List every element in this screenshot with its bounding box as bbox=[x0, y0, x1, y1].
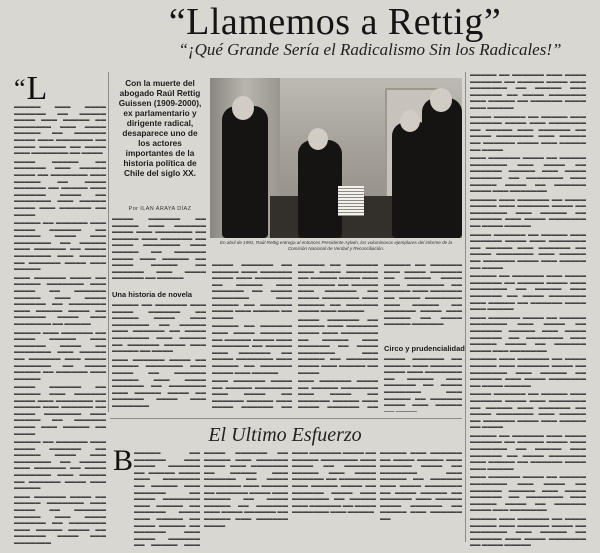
pull-title: El Ultimo Esfuerzo bbox=[208, 424, 362, 446]
photo-person-head bbox=[308, 128, 328, 150]
section-heading: Circo y prudencialidad bbox=[384, 344, 465, 353]
photo-caption: En abril de 1991, Raúl Rettig entrega al entonces Presidente Aylwin, los voluminosos ejemplares del informe de la Comisión Nacional de Verdad y Reconciliación. bbox=[219, 240, 453, 251]
body-column-10: ▬▬▬▬▬ ▬▬ ▬▬▬▬▬▬ ▬▬▬ ▬▬▬▬ ▬▬▬▬▬▬ ▬▬ ▬▬▬▬▬ ▬▬▬▬ ▬▬▬ ▬▬▬▬▬▬▬ ▬▬ ▬▬▬▬▬ ▬▬▬ ▬▬▬▬▬▬ ▬▬ ▬▬▬▬ ▬▬▬▬▬▬▬ ▬▬▬ ▬▬▬▬▬ ▬▬ ▬▬▬▬▬▬ ▬▬▬▬ ▬▬▬ ▬▬▬▬▬ ▬▬▬▬ ▬▬▬▬▬▬ ▬▬ ▬▬▬▬▬ ▬▬▬ ▬▬▬▬▬▬ ▬▬▬▬ ▬▬▬ ▬▬▬▬▬▬▬ ▬▬ ▬▬▬▬▬ ▬▬▬ ▬▬▬▬▬▬ ▬▬ ▬▬▬▬ ▬▬▬▬▬▬▬ ▬▬▬ ▬▬▬▬▬ ▬▬ ▬▬▬▬▬▬ ▬▬▬▬ ▬▬▬ ▬▬▬▬▬ ▬▬ ▬▬▬▬ ▬▬▬ ▬▬▬▬▬▬ ▬▬▬▬ ▬▬ ▬▬▬▬▬ ▬▬▬▬▬▬▬ ▬▬▬ ▬▬▬▬ ▬▬ ▬▬▬▬▬▬ ▬▬▬▬▬ ▬▬▬ ▬▬▬▬ ▬▬▬▬▬▬ ▬▬ ▬▬▬▬▬▬▬ ▬▬▬ ▬▬▬▬▬ ▬▬▬▬ ▬▬ ▬▬▬▬▬▬ ▬▬▬▬ ▬▬▬ ▬▬▬▬▬▬▬ ▬▬▬▬▬ ▬▬▬ ▬▬▬▬▬▬ ▬▬ ▬▬▬▬ ▬▬▬▬▬ ▬▬▬ ▬▬▬▬▬▬ ▬▬▬▬ ▬▬ ▬▬▬▬▬▬▬ ▬▬▬ ▬▬▬▬▬ ▬▬ ▬▬▬▬▬▬ ▬▬▬ ▬▬▬▬ ▬▬▬▬▬▬▬ ▬▬ ▬▬▬▬ ▬▬▬▬▬ ▬▬▬▬ ▬▬▬▬▬▬ ▬▬ ▬▬▬▬▬ ▬▬▬ ▬▬▬▬▬▬ ▬▬▬▬ ▬▬▬ ▬▬▬▬▬▬▬ ▬▬ ▬▬▬▬▬ ▬▬▬ ▬▬▬▬▬▬ ▬▬ ▬▬▬▬ ▬▬▬▬▬▬▬ ▬▬▬ ▬▬▬▬▬ ▬▬ ▬▬▬▬▬▬ ▬▬▬▬ ▬▬▬ ▬▬▬▬▬ ▬▬ ▬▬▬▬ ▬▬▬▬▬ ▬▬ ▬▬▬▬▬▬ ▬▬▬ ▬▬▬▬ ▬▬▬▬▬▬ ▬▬ ▬▬▬▬▬ ▬▬▬▬ ▬▬▬ ▬▬▬▬▬▬▬ ▬▬ ▬▬▬▬▬ ▬▬▬ ▬▬▬▬▬▬ ▬▬ ▬▬▬▬ ▬▬▬▬▬▬▬ ▬▬▬ ▬▬▬▬▬ ▬▬ ▬▬▬▬▬▬ ▬▬▬▬ ▬▬▬ ▬▬▬▬▬ ▬▬▬ ▬▬▬▬▬▬ ▬▬▬▬ ▬▬ ▬▬▬▬▬ ▬▬▬▬▬▬▬ ▬▬▬ ▬▬▬▬ ▬▬ ▬▬▬▬▬▬ ▬▬▬▬▬ ▬▬▬ ▬▬▬▬ ▬▬▬▬▬▬ ▬▬ ▬▬▬▬▬▬▬ ▬▬▬ ▬▬▬▬▬ ▬▬▬▬ ▬▬ ▬▬▬▬▬▬ ▬▬▬▬ ▬▬▬ ▬▬▬▬▬▬▬ ▬▬▬▬▬ ▬▬▬ ▬▬▬▬▬▬ ▬▬ ▬▬▬▬ ▬▬▬▬▬ ▬▬▬ ▬▬▬▬▬▬ ▬▬▬▬ ▬▬ ▬▬▬▬▬▬▬ ▬▬▬ ▬▬▬▬▬ ▬▬ ▬▬▬▬▬▬ ▬▬▬ ▬▬▬▬ ▬▬▬▬▬▬▬ ▬▬ ▬▬▬▬ ▬▬▬▬▬ ▬▬▬▬ ▬▬▬▬▬▬ ▬▬ ▬▬▬▬▬ ▬▬▬ ▬▬▬▬▬▬ ▬▬▬▬ ▬▬▬ ▬▬▬▬▬▬▬ ▬▬ ▬▬▬▬▬ ▬▬▬ ▬▬▬▬▬▬ ▬▬ ▬▬▬▬ ▬▬▬▬▬▬▬ ▬▬▬ ▬▬▬▬▬ ▬▬ ▬▬▬▬▬▬ ▬▬▬▬ ▬▬▬ ▬▬▬▬▬ ▬▬ ▬▬▬▬ ▬▬▬▬▬ ▬▬ ▬▬▬▬▬▬ ▬▬▬ ▬▬▬▬ ▬▬▬▬▬▬ ▬▬ ▬▬▬▬▬ ▬▬▬▬ ▬▬▬ ▬▬▬▬▬▬▬ ▬▬ ▬▬▬▬▬ ▬▬▬ ▬▬▬▬▬▬ ▬▬ ▬▬▬▬ ▬▬▬▬▬▬▬ ▬▬▬ ▬▬▬▬▬ ▬▬ ▬▬▬▬▬▬ ▬▬▬▬ ▬▬▬ ▬▬▬▬▬ ▬▬▬ ▬▬▬▬▬▬ ▬▬▬▬ ▬▬ ▬▬▬▬▬ ▬▬▬▬▬▬▬ ▬▬▬ ▬▬▬▬ ▬▬ ▬▬▬▬▬▬ ▬▬▬▬▬ ▬▬▬ ▬▬▬▬ ▬▬▬▬▬▬ ▬▬ ▬▬▬▬▬▬▬ ▬▬▬ ▬▬▬▬▬ ▬▬▬▬ ▬▬ ▬▬▬▬▬▬ ▬▬▬▬ ▬▬▬ ▬▬▬▬▬▬▬ ▬▬▬▬▬ ▬▬▬ ▬▬▬▬▬▬ ▬▬ ▬▬▬▬ ▬▬▬▬▬ ▬▬▬ ▬▬▬▬▬▬ ▬▬▬▬ ▬▬ ▬▬▬▬▬▬▬ ▬▬▬ ▬▬▬▬▬ ▬▬ ▬▬▬▬▬▬ ▬▬▬ ▬▬▬▬ ▬▬▬▬▬▬▬ ▬▬ ▬▬▬▬ ▬▬▬▬▬ bbox=[470, 72, 586, 547]
section-rule bbox=[110, 418, 462, 419]
photo-person-head bbox=[400, 110, 420, 132]
body-column-8: ▬▬▬ ▬▬▬▬▬▬ ▬▬▬▬ ▬▬ ▬▬▬▬▬ ▬▬▬▬▬▬▬ ▬▬▬ ▬▬▬▬ ▬▬ ▬▬▬▬▬▬ ▬▬▬▬▬ ▬▬▬ ▬▬▬▬ ▬▬▬▬▬▬ ▬▬ ▬▬▬▬▬▬▬ ▬▬▬ ▬▬▬▬▬ ▬▬▬▬ ▬▬ ▬▬▬▬▬▬ ▬▬▬▬ ▬▬▬ ▬▬▬▬▬▬▬ ▬▬ ▬▬▬▬▬ ▬▬▬ ▬▬▬▬▬▬ ▬▬ ▬▬▬▬ ▬▬▬▬▬▬▬ ▬▬▬ ▬▬▬▬▬ bbox=[292, 450, 376, 516]
column-rule bbox=[465, 72, 466, 542]
section-heading: Una historia de novela bbox=[112, 290, 193, 299]
headline: “Llamemos a Rettig” bbox=[168, 1, 502, 43]
photo-person bbox=[298, 140, 342, 238]
body-column-3: ▬▬▬▬ ▬▬▬▬▬▬ ▬▬ ▬▬▬▬▬ ▬▬▬ ▬▬▬▬▬▬ ▬▬▬▬ ▬▬▬ ▬▬▬▬▬▬▬ ▬▬ ▬▬▬▬▬ ▬▬▬ ▬▬▬▬▬▬ ▬▬ ▬▬▬▬ ▬▬▬▬▬▬▬ ▬▬▬ ▬▬▬▬▬ ▬▬ ▬▬▬▬▬▬ ▬▬▬▬ ▬▬▬ ▬▬▬▬▬ ▬▬ ▬▬▬▬ ▬▬▬▬▬ ▬▬ ▬▬▬▬▬▬ ▬▬▬ ▬▬▬▬ ▬▬▬▬▬▬ ▬▬ ▬▬▬▬▬ ▬▬▬▬ ▬▬▬ ▬▬▬▬▬▬▬ ▬▬ ▬▬▬▬▬ ▬▬▬ ▬▬▬▬▬▬ ▬▬ ▬▬▬▬ ▬▬▬▬▬▬▬ ▬▬▬ ▬▬▬▬▬ ▬▬ ▬▬▬▬▬▬ ▬▬▬▬ ▬▬▬ ▬▬▬▬▬ ▬▬▬ ▬▬▬▬▬▬ ▬▬▬▬ ▬▬ ▬▬▬▬▬ ▬▬▬▬▬▬▬ ▬▬▬ ▬▬▬▬ ▬▬ ▬▬▬▬▬▬ ▬▬▬▬▬ ▬▬▬ ▬▬▬▬ ▬▬▬▬▬▬ ▬▬ bbox=[212, 262, 292, 411]
byline: Por ILAN ARAYA DÍAZ bbox=[128, 206, 192, 212]
body-column-6: ▬▬▬▬▬ ▬▬ ▬▬▬▬▬▬ ▬▬▬ ▬▬▬▬ ▬▬▬▬▬▬ ▬▬ ▬▬▬▬▬ ▬▬▬▬ ▬▬▬ ▬▬▬▬▬▬▬ ▬▬ ▬▬▬▬▬ ▬▬▬ ▬▬▬▬▬▬ ▬▬ ▬▬▬▬ ▬▬▬▬▬▬▬ ▬▬▬ ▬▬▬▬▬ ▬▬ ▬▬▬▬▬▬ ▬▬▬▬ ▬▬▬ ▬▬▬▬▬ ▬▬ ▬▬▬▬ ▬▬▬▬▬ ▬▬ ▬▬▬▬▬▬ ▬▬▬ ▬▬▬▬ ▬▬▬▬▬▬ ▬▬ ▬▬▬▬▬ ▬▬▬ bbox=[134, 450, 200, 546]
dropcap: L bbox=[26, 70, 48, 107]
dropcap-block bbox=[14, 70, 104, 107]
body-column-2a: ▬▬▬▬ ▬▬▬▬▬▬ ▬▬ ▬▬▬▬▬ ▬▬▬ ▬▬▬▬▬▬ ▬▬▬▬ ▬▬▬ ▬▬▬▬▬▬▬ ▬▬ ▬▬▬▬▬ ▬▬▬ ▬▬▬▬▬▬ ▬▬ ▬▬▬▬ ▬▬▬▬▬▬▬ ▬▬▬ ▬▬▬▬▬ ▬▬ ▬▬▬▬▬▬ ▬▬▬▬ ▬▬▬ ▬▬▬▬▬ ▬▬ ▬▬▬▬ ▬▬▬▬▬ ▬▬ ▬▬▬▬▬▬ ▬▬▬ ▬▬▬▬ ▬▬▬▬▬▬ ▬▬ ▬▬▬▬▬ bbox=[112, 216, 206, 282]
column-rule bbox=[108, 72, 109, 412]
photo-person bbox=[422, 98, 462, 238]
photo-document-stack bbox=[338, 186, 364, 216]
article-photo bbox=[210, 78, 462, 238]
body-column-5a: ▬▬▬▬▬ ▬▬ ▬▬▬▬▬▬ ▬▬▬ ▬▬▬▬ ▬▬▬▬▬▬ ▬▬ ▬▬▬▬▬ ▬▬▬▬ ▬▬▬ ▬▬▬▬▬▬▬ ▬▬ ▬▬▬▬▬ ▬▬▬ ▬▬▬▬▬▬ ▬▬ ▬▬▬▬ ▬▬▬▬▬▬▬ ▬▬▬ ▬▬▬▬▬ ▬▬ ▬▬▬▬▬▬ ▬▬▬▬ ▬▬▬ ▬▬▬▬▬ ▬▬ ▬▬▬▬ ▬▬▬▬▬ ▬▬▬▬▬▬ bbox=[384, 262, 462, 328]
dropcap: B bbox=[113, 444, 134, 477]
photo-person bbox=[222, 106, 268, 238]
body-column-2b: ▬▬▬▬▬ ▬▬ ▬▬▬▬▬▬ ▬▬▬ ▬▬▬▬ ▬▬▬▬▬▬ ▬▬ ▬▬▬▬▬ ▬▬▬▬ ▬▬▬ ▬▬▬▬▬▬▬ ▬▬ ▬▬▬▬▬ ▬▬▬ ▬▬▬▬▬▬ ▬▬ ▬▬▬▬ ▬▬▬▬▬▬▬ ▬▬▬ ▬▬▬▬▬ ▬▬ ▬▬▬▬▬▬ ▬▬▬▬ ▬▬▬ ▬▬▬▬▬ ▬▬ ▬▬▬▬ ▬▬▬ ▬▬▬▬▬▬ ▬▬▬▬ ▬▬ ▬▬▬▬▬ ▬▬▬▬▬▬▬ ▬▬▬ ▬▬▬▬ ▬▬ ▬▬▬▬▬▬ ▬▬▬▬▬ ▬▬▬ ▬▬▬▬ ▬▬▬▬▬▬ ▬▬ ▬▬▬▬▬▬▬ ▬▬▬ ▬▬▬▬▬ ▬▬▬▬ ▬▬ ▬▬▬▬▬▬ ▬▬▬▬ ▬▬▬ ▬▬▬▬▬▬▬ bbox=[112, 302, 206, 409]
photo-person-head bbox=[430, 88, 452, 112]
body-column-7: ▬▬▬▬ ▬▬▬▬▬▬ ▬▬ ▬▬▬▬▬ ▬▬▬ ▬▬▬▬▬▬ ▬▬▬▬ ▬▬▬ ▬▬▬▬▬▬▬ ▬▬ ▬▬▬▬▬ ▬▬▬ ▬▬▬▬▬▬ ▬▬ ▬▬▬▬ ▬▬▬▬▬▬▬ ▬▬▬ ▬▬▬▬▬ ▬▬ ▬▬▬▬▬▬ ▬▬▬▬ ▬▬▬ ▬▬▬▬▬ ▬▬ ▬▬▬▬ ▬▬▬▬▬ ▬▬ ▬▬▬▬▬▬ ▬▬▬ ▬▬▬▬ ▬▬▬▬▬▬ ▬▬ ▬▬▬▬▬ ▬▬▬ ▬▬▬▬▬▬ ▬▬▬▬ bbox=[204, 450, 288, 529]
body-column-4: ▬▬▬▬▬ ▬▬ ▬▬▬▬▬▬ ▬▬▬ ▬▬▬▬ ▬▬▬▬▬▬ ▬▬ ▬▬▬▬▬ ▬▬▬▬ ▬▬▬ ▬▬▬▬▬▬▬ ▬▬ ▬▬▬▬▬ ▬▬▬ ▬▬▬▬▬▬ ▬▬ ▬▬▬▬ ▬▬▬▬▬▬▬ ▬▬▬ ▬▬▬▬▬ ▬▬ ▬▬▬▬▬▬ ▬▬▬▬ ▬▬▬ ▬▬▬▬▬ ▬▬▬▬ ▬▬▬▬▬▬ ▬▬ ▬▬▬▬▬ ▬▬▬ ▬▬▬▬▬▬ ▬▬▬▬ ▬▬▬ ▬▬▬▬▬▬▬ ▬▬ ▬▬▬▬▬ ▬▬▬ ▬▬▬▬▬▬ ▬▬ ▬▬▬▬ ▬▬▬▬▬▬▬ ▬▬▬ ▬▬▬▬▬ ▬▬ ▬▬▬▬▬▬ ▬▬▬▬ ▬▬▬ ▬▬▬▬▬ ▬▬ ▬▬▬▬ ▬▬▬ ▬▬▬▬▬▬ ▬▬▬▬ ▬▬ ▬▬▬▬▬ ▬▬▬▬▬▬▬ ▬▬▬ ▬▬▬▬ ▬▬ ▬▬▬▬▬▬ ▬▬▬▬▬ ▬▬▬ ▬▬▬▬ ▬▬▬▬▬▬ ▬▬ bbox=[298, 262, 378, 411]
subheadline: “¡Qué Grande Sería el Radicalismo Sin los Radicales!” bbox=[178, 40, 562, 59]
opening-quote-mark: “ bbox=[14, 74, 26, 103]
photo-person-head bbox=[232, 96, 254, 120]
intro-deck: Con la muerte del abogado Raúl Rettig Guissen (1909-2000), ex parlamentario y dirigente radical, desaparece uno de los actores importantes de la historia política de Chile del siglo XX. bbox=[118, 78, 202, 178]
body-column-5b: ▬▬▬▬ ▬▬▬▬▬▬ ▬▬ ▬▬▬▬▬ ▬▬▬ ▬▬▬▬▬▬ ▬▬▬▬ ▬▬▬ ▬▬▬▬▬▬▬ ▬▬ ▬▬▬▬▬ ▬▬▬ ▬▬▬▬▬▬ ▬▬ ▬▬▬▬ ▬▬▬▬▬▬▬ ▬▬▬ ▬▬▬▬▬ ▬▬ ▬▬▬▬▬▬ ▬▬▬▬ ▬▬▬ ▬▬▬▬▬ ▬▬ ▬▬▬▬ bbox=[384, 356, 462, 412]
body-column-1: ▬▬▬▬▬ ▬▬▬ ▬▬▬▬ ▬▬▬▬▬▬ ▬▬ ▬▬▬▬▬ ▬▬▬▬ ▬▬▬ ▬▬▬▬▬ ▬▬ ▬▬▬▬▬▬▬ ▬▬▬ ▬▬▬▬ ▬▬▬▬▬ ▬▬ ▬▬▬▬▬▬ ▬▬▬▬ ▬▬▬ ▬▬▬▬▬▬▬ ▬▬ ▬▬▬▬ ▬▬▬▬▬ ▬▬ ▬▬▬▬ ▬▬▬ ▬▬▬▬▬▬▬ ▬▬ ▬▬▬▬ ▬▬▬▬ ▬▬▬▬▬ ▬▬ ▬▬▬▬▬▬ ▬▬▬ ▬▬▬▬▬ ▬▬▬▬ ▬▬ ▬▬▬▬▬▬▬ ▬▬▬ ▬▬▬▬▬ ▬▬ ▬▬▬▬ ▬▬▬▬▬▬ ▬▬ ▬▬▬▬▬ ▬▬▬ ▬▬▬▬▬▬ ▬▬▬▬ ▬▬ ▬▬▬▬▬▬▬ ▬▬▬ ▬▬▬▬▬ ▬▬▬▬ ▬▬▬ ▬▬▬▬▬▬ ▬▬ ▬▬▬▬ ▬▬▬▬▬ ▬▬ ▬▬▬▬▬▬ ▬▬▬ ▬▬▬▬ ▬▬▬▬▬▬ ▬▬ ▬▬▬▬▬ ▬▬▬▬ ▬▬▬ ▬▬▬▬▬▬▬ ▬▬ ▬▬▬▬▬ ▬▬▬ ▬▬▬▬▬▬ ▬▬ ▬▬▬▬ ▬▬▬▬▬▬▬ ▬▬▬ ▬▬▬▬▬ ▬▬ ▬▬▬▬▬▬ ▬▬▬▬ ▬▬▬ ▬▬▬▬▬ ▬▬▬ ▬▬▬▬▬▬ ▬▬▬▬ ▬▬ ▬▬▬▬▬ ▬▬▬▬▬▬▬ ▬▬▬ ▬▬▬▬ ▬▬ ▬▬▬▬▬▬ ▬▬▬▬▬ ▬▬▬ ▬▬▬▬ ▬▬▬▬▬▬ ▬▬ ▬▬▬▬▬▬▬ ▬▬▬ ▬▬▬▬▬ ▬▬▬▬ ▬▬ ▬▬▬▬▬▬ ▬▬▬▬ ▬▬▬ ▬▬▬▬▬▬▬ ▬▬ ▬▬▬▬▬ ▬▬▬▬▬ ▬▬▬ ▬▬▬▬▬▬ ▬▬ ▬▬▬▬ ▬▬▬▬▬ ▬▬▬ ▬▬▬▬▬▬ ▬▬▬▬ ▬▬ ▬▬▬▬▬▬▬ ▬▬▬ ▬▬▬▬▬ ▬▬ ▬▬▬▬▬▬ ▬▬▬ ▬▬▬▬ ▬▬▬▬▬▬▬ ▬▬ ▬▬▬▬ ▬▬▬▬▬ ▬▬ ▬▬▬▬▬▬ ▬▬▬ ▬▬▬▬▬ ▬▬▬▬ ▬▬▬▬▬▬ ▬▬ ▬▬▬▬▬ ▬▬▬ ▬▬▬▬▬▬ ▬▬▬▬ ▬▬▬ ▬▬▬▬▬▬▬ ▬▬ ▬▬▬▬▬ ▬▬▬ ▬▬▬▬▬▬ ▬▬ ▬▬▬▬ ▬▬▬▬▬▬▬ ▬▬▬ ▬▬▬▬▬ ▬▬ ▬▬▬▬▬▬ ▬▬▬▬ ▬▬▬ ▬▬▬▬▬ ▬▬ ▬▬▬▬ ▬▬▬▬▬ ▬▬ ▬▬▬▬▬▬ ▬▬▬ ▬▬▬▬ ▬▬▬▬▬▬ ▬▬ ▬▬▬▬▬ ▬▬▬▬ ▬▬▬ ▬▬▬▬▬▬▬ ▬▬ ▬▬▬▬▬ ▬▬▬ ▬▬▬▬▬▬ ▬▬ ▬▬▬▬ ▬▬▬▬▬▬▬ ▬▬▬ ▬▬▬▬▬ ▬▬ ▬▬▬▬▬▬ ▬▬▬▬ ▬▬▬ ▬▬▬▬▬ ▬▬▬ ▬▬▬▬▬▬ ▬▬▬▬ ▬▬ ▬▬▬▬▬ ▬▬▬▬▬▬▬ ▬▬▬ ▬▬▬▬ ▬▬ ▬▬▬▬▬▬ ▬▬▬▬▬ ▬▬▬ ▬▬▬▬ ▬▬▬▬▬▬ ▬▬ ▬▬▬▬▬▬▬ ▬▬▬ ▬▬▬▬▬ ▬▬▬▬ ▬▬ ▬▬▬▬▬▬ ▬▬▬▬ ▬▬▬ ▬▬▬▬▬▬▬ bbox=[14, 104, 106, 544]
body-column-9: ▬▬▬▬▬ ▬▬▬ ▬▬▬▬▬▬ ▬▬ ▬▬▬▬ ▬▬▬▬▬ ▬▬▬ ▬▬▬▬▬▬ ▬▬▬▬ ▬▬ ▬▬▬▬▬▬▬ ▬▬▬ ▬▬▬▬▬ ▬▬ ▬▬▬▬▬▬ ▬▬▬ ▬▬▬▬ ▬▬▬▬▬▬▬ ▬▬ ▬▬▬▬ ▬▬▬▬▬ ▬▬ ▬▬▬▬▬▬ ▬▬▬ ▬▬▬▬▬ ▬▬▬▬ ▬▬▬▬▬▬ ▬▬ ▬▬▬▬▬ ▬▬▬ ▬▬▬▬▬▬ ▬▬ bbox=[380, 450, 462, 522]
